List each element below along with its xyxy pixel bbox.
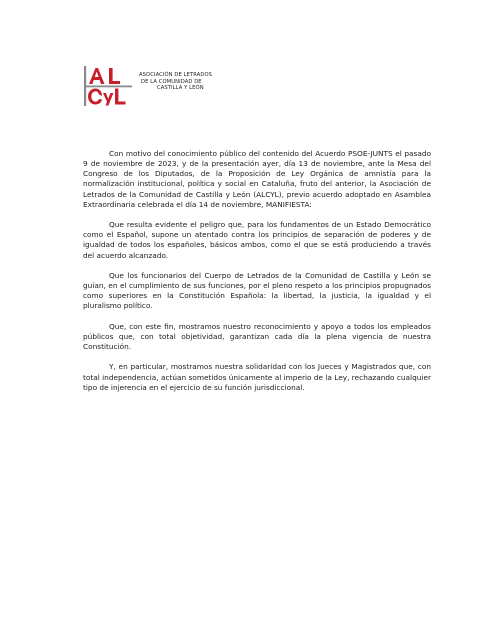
paragraph-support-public-employees: Que, con este fin, mostramos nuestro reconocimiento y apoyo a todos los empleados públicos que, con total objetividad, garantizan cada día la plena vigencia de nuestra Constitución. [83,321,431,352]
paragraph-separation-of-powers: Que resulta evidente el peligro que, para los fundamentos de un Estado Democrático como el Español, supone un atentado contra los principios de separación de poderes y de igualdad de todos los españoles, básicos ambos, como el que se está produciendo a través del acuerdo alcanzado. [83,220,431,260]
paragraph-solidarity-judges: Y, en particular, mostramos nuestra solidaridad con los Jueces y Magistrados que, con total independencia, actúan sometidos únicamente al imperio de la Ley, rechazando cualquier tipo de injerencia en el ejercicio de su función jurisdiccional. [83,362,431,392]
organization-name [139,72,259,92]
statement-body [83,149,431,393]
org-name-line-3: CASTILLA Y LEÓN [157,85,204,92]
org-name-line-1: ASOCIACIÓN DE LETRADOS [139,72,213,78]
paragraph-intro: Con motivo del conocimiento público del contenido del Acuerdo PSOE-JUNTS el pasado 9 de noviembre de 2023, y de la presentación ayer, día 13 de noviembre, ante la Mesa del Congreso de los Diputados, de la Proposición de Ley Orgánica de amnistía para la normalización institucional, política y social en Cataluña, fruto del anterior, la Asociación de Letrados de la Comunidad de Castilla y León (ALCYL), previo acuerdo adoptado en Asamblea Extraordinaria celebrada el día 14 de noviembre, MANIFIESTA: [83,149,431,209]
alcyl-logo-icon [83,66,133,106]
org-name-line-2: DE LA COMUNIDAD DE [141,78,202,85]
paragraph-constitutional-principles: Que los funcionarios del Cuerpo de Letrados de la Comunidad de Castilla y León se guían, en el cumplimiento de sus funciones, por el pleno respeto a los principios propugnados como superiores en la Constitución Española: la libertad, la justicia, la igualdad y el pluralismo político. [83,270,431,311]
